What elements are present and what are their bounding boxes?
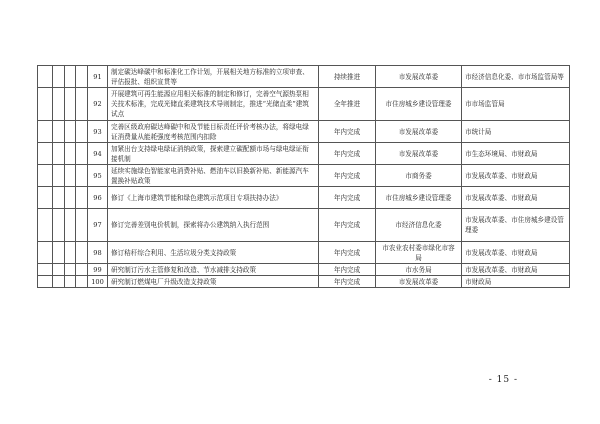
cooperating-departments: 市生态环境局、市财政局	[462, 143, 570, 165]
cooperating-departments: 市发展改革委、市住房城乡建设管理委	[462, 209, 570, 242]
task-description: 延续实施绿色智能家电消费补贴、燃油车以旧换新补贴、新能源汽车置换补贴政策	[108, 165, 319, 187]
task-description: 制定碳达峰碳中和标准化工作计划，开展相关地方标准的立项审查、评估报批、组织宣贯等	[108, 66, 319, 88]
table-row	[38, 88, 570, 121]
cooperating-departments: 市发展改革委、市财政局	[462, 165, 570, 187]
lead-department: 市发展改革委	[376, 66, 462, 88]
lead-department: 市商务委	[376, 165, 462, 187]
cooperating-departments: 市发展改革委、市财政局	[462, 187, 570, 209]
task-description: 完善区级政府碳达峰碳中和及节能目标责任评价考核办法，将绿电绿证消费量从能耗强度考核范围内扣除	[108, 121, 319, 143]
blank-cell	[76, 276, 88, 288]
blank-cell	[65, 209, 76, 242]
lead-department: 市发展改革委	[376, 121, 462, 143]
blank-cell	[76, 242, 88, 264]
row-number: 95	[88, 165, 108, 187]
blank-cell	[65, 276, 76, 288]
lead-department: 市住房城乡建设管理委	[376, 187, 462, 209]
blank-cell	[65, 143, 76, 165]
blank-cell	[53, 264, 65, 276]
timeline: 年内完成	[319, 121, 376, 143]
task-description: 修订完善差别电价机制，探索将办公建筑纳入执行范围	[108, 209, 319, 242]
lead-department: 市水务局	[376, 264, 462, 276]
task-table	[37, 65, 570, 288]
blank-cell	[38, 264, 53, 276]
blank-cell	[38, 165, 53, 187]
row-number: 100	[88, 276, 108, 288]
blank-cell	[53, 242, 65, 264]
blank-cell	[76, 143, 88, 165]
table-row	[38, 143, 570, 165]
blank-cell	[53, 276, 65, 288]
timeline: 年内完成	[319, 264, 376, 276]
blank-cell	[38, 88, 53, 121]
blank-cell	[53, 165, 65, 187]
blank-cell	[76, 165, 88, 187]
row-number: 93	[88, 121, 108, 143]
cooperating-departments: 市财政局	[462, 276, 570, 288]
table-row	[38, 121, 570, 143]
task-description: 修订《上海市建筑节能和绿色建筑示范项目专项扶持办法》	[108, 187, 319, 209]
blank-cell	[53, 209, 65, 242]
row-number: 98	[88, 242, 108, 264]
lead-department: 市农业农村委市绿化市容局	[376, 242, 462, 264]
table-row	[38, 165, 570, 187]
cooperating-departments: 市发展改革委、市财政局	[462, 242, 570, 264]
blank-cell	[53, 187, 65, 209]
timeline: 年内完成	[319, 276, 376, 288]
row-number: 96	[88, 187, 108, 209]
blank-cell	[76, 88, 88, 121]
timeline: 年内完成	[319, 165, 376, 187]
page-number: - 15 -	[488, 375, 518, 385]
task-description: 研究制订燃煤电厂升级改造支持政策	[108, 276, 319, 288]
timeline: 年内完成	[319, 209, 376, 242]
cooperating-departments: 市经济信息化委、市市场监管局等	[462, 66, 570, 88]
lead-department: 市发展改革委	[376, 276, 462, 288]
row-number: 91	[88, 66, 108, 88]
blank-cell	[76, 209, 88, 242]
task-description: 开展建筑可再生能源应用相关标准的制定和修订，完善空气源热泵相关技术标准，完成光储直柔建筑技术导则制定，推进“光储直柔”建筑试点	[108, 88, 319, 121]
lead-department: 市住房城乡建设管理委	[376, 88, 462, 121]
task-description: 加紧出台支持绿电绿证消纳政策，探索建立碳配额市场与绿电绿证衔接机制	[108, 143, 319, 165]
timeline: 年内完成	[319, 187, 376, 209]
row-number: 99	[88, 264, 108, 276]
blank-cell	[38, 209, 53, 242]
blank-cell	[38, 276, 53, 288]
blank-cell	[76, 121, 88, 143]
blank-cell	[76, 264, 88, 276]
blank-cell	[65, 88, 76, 121]
lead-department: 市经济信息化委	[376, 209, 462, 242]
blank-cell	[65, 66, 76, 88]
blank-cell	[65, 264, 76, 276]
table-row	[38, 242, 570, 264]
blank-cell	[38, 66, 53, 88]
blank-cell	[65, 187, 76, 209]
timeline: 持续推进	[319, 66, 376, 88]
table-row	[38, 209, 570, 242]
blank-cell	[65, 165, 76, 187]
timeline: 全年推进	[319, 88, 376, 121]
cooperating-departments: 市市场监管局	[462, 88, 570, 121]
blank-cell	[53, 88, 65, 121]
blank-cell	[38, 242, 53, 264]
table-row	[38, 66, 570, 88]
blank-cell	[65, 121, 76, 143]
blank-cell	[38, 121, 53, 143]
blank-cell	[76, 187, 88, 209]
table-row	[38, 276, 570, 288]
lead-department: 市发展改革委	[376, 143, 462, 165]
row-number: 94	[88, 143, 108, 165]
task-description: 修订秸秆综合利用、生活垃圾分类支持政策	[108, 242, 319, 264]
blank-cell	[53, 121, 65, 143]
blank-cell	[38, 187, 53, 209]
row-number: 92	[88, 88, 108, 121]
table-row	[38, 187, 570, 209]
row-number: 97	[88, 209, 108, 242]
table-row	[38, 264, 570, 276]
blank-cell	[65, 242, 76, 264]
blank-cell	[53, 143, 65, 165]
task-description: 研究制订污水主管修复和改造、节水减排支持政策	[108, 264, 319, 276]
timeline: 年内完成	[319, 143, 376, 165]
cooperating-departments: 市发展改革委、市财政局	[462, 264, 570, 276]
blank-cell	[76, 66, 88, 88]
cooperating-departments: 市统计局	[462, 121, 570, 143]
blank-cell	[38, 143, 53, 165]
timeline: 年内完成	[319, 242, 376, 264]
blank-cell	[53, 66, 65, 88]
